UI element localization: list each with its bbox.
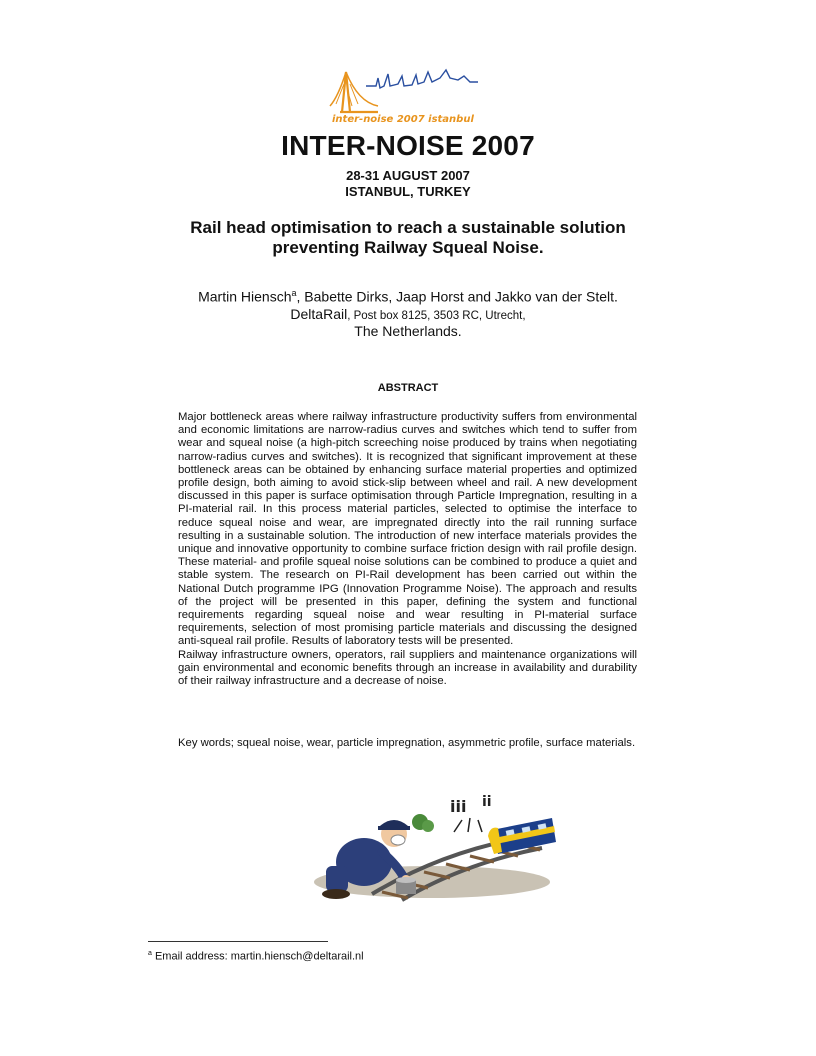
abstract-heading: ABSTRACT (377, 382, 439, 394)
conference-location: ISTANBUL, TURKEY (345, 184, 471, 199)
first-author: Martin Hiensch (198, 288, 292, 305)
other-authors: , Babette Dirks, Jaap Horst and Jakko van der Stelt. (296, 288, 618, 305)
conference-dates: 28-31 AUGUST 2007 (346, 168, 470, 183)
conference-title: INTER-NOISE 2007 (281, 130, 535, 161)
keywords: Key words; squeal noise, wear, particle impregnation, asymmetric profile, surface materials. (178, 737, 636, 749)
affiliation-address: , Post box 8125, 3503 RC, Utrecht, (347, 310, 526, 322)
abstract-body (178, 411, 637, 688)
paper-title (0, 218, 816, 258)
paper-title-line-1: Rail head optimisation to reach a sustainable solution (190, 218, 626, 237)
abstract-paragraph-2: Railway infrastructure owners, operators, rail suppliers and maintenance organizations will gain environmental and economic benefits through an increase in availability and durability of their railway infrastructure and a decrease of noise. (178, 648, 637, 688)
paper-title-line-2: preventing Railway Squeal Noise. (272, 238, 544, 257)
svg-text:iii: iii (450, 797, 467, 816)
rail-worker-illustration (312, 782, 560, 902)
affiliation-country: The Netherlands. (354, 323, 462, 339)
logo-text: inter-noise 2007 istanbul (332, 114, 474, 124)
footnote-rule (148, 941, 328, 942)
author-footnote-mark: a (291, 288, 297, 298)
conference-logo (328, 62, 488, 124)
author-list (0, 288, 816, 305)
footnote (148, 950, 364, 963)
affiliation (0, 306, 816, 322)
affiliation-org: DeltaRail (290, 306, 348, 322)
footnote-email: Email address: martin.hiensch@deltarail.nl (151, 950, 364, 963)
abstract-paragraph-1: Major bottleneck areas where railway infrastructure productivity suffers from environmental and economic limitations are narrow-radius curves and switches which tend to suffer from wear and squeal noise (a high-pitch screeching noise produced by trains when negotiating narrow-radius curves and switches). It is recognized that significant improvement at these bottleneck areas can be obtained by enhancing surface material properties and optimized profile design, both aiming to avoid stick-slip between wheel and rail. A new development discussed in this paper is surface optimisation through Particle Impregnation, resulting in a PI-material rail. In this process material particles, selected to optimise the interface to reduce squeal noise and wear, are impregnated directly into the rail running surface resulting in a sustainable solution. The introduction of new interface materials provides the unique and innovative opportunity to combine surface friction design with rail profile design. These material- and profile squeal noise solutions can be combined to produce a quiet and stable system. The research on PI-Rail development has been carried out within the National Dutch programme IPG (Innovation Programme Noise). The approach and results of the project will be presented in this paper, defining the system and functional requirements regarding squeal noise and wear resulting in PI-material surface requirements, selection of most promising particle materials and discussing the designed anti-squeal rail profile. Results of laboratory tests will be presented. (178, 411, 637, 648)
footnote-mark: a (148, 950, 152, 957)
svg-text:ii: ii (482, 794, 492, 810)
